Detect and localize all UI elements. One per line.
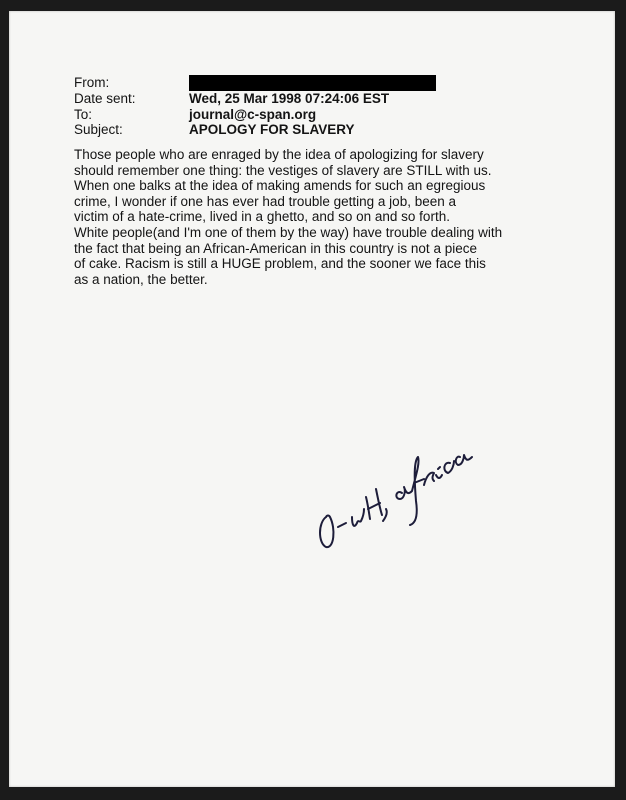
to-row xyxy=(74,107,436,123)
date-row xyxy=(74,91,436,107)
body-line: the fact that being an African-American in this country is not a piece xyxy=(74,240,477,256)
note-stroke-comma xyxy=(383,509,387,521)
body-line: crime, I wonder if one has ever had trouble getting a job, been a xyxy=(74,193,456,209)
body-line: of cake. Racism is still a HUGE problem, and the sooner we face this xyxy=(74,256,486,272)
note-stroke-dash xyxy=(338,523,346,527)
from-label: From: xyxy=(74,75,110,90)
body-line: should remember one thing: the vestiges of slavery are STILL with us. xyxy=(74,162,492,178)
body-line: White people(and I'm one of them by the way) have trouble dealing with xyxy=(74,224,503,240)
note-stroke-h xyxy=(366,489,382,519)
date-label: Date sent: xyxy=(74,91,136,106)
handwritten-annotation xyxy=(300,405,500,555)
body-line: as a nation, the better. xyxy=(74,271,208,287)
subject-row xyxy=(74,122,436,138)
to-label: To: xyxy=(74,106,93,122)
email-body xyxy=(74,147,534,287)
redaction-bar xyxy=(189,75,436,91)
body-line: victim of a hate-crime, lived in a ghetto, and so on and so forth. xyxy=(74,209,450,225)
from-row xyxy=(74,75,436,91)
body-line: Those people who are enraged by the idea of apologizing for slavery xyxy=(74,147,484,162)
date-value: Wed, 25 Mar 1998 07:24:06 EST xyxy=(189,91,390,106)
from-redacted xyxy=(189,75,436,91)
subject-label: Subject: xyxy=(74,122,123,137)
note-stroke-africa xyxy=(396,455,472,525)
subject-value: APOLOGY FOR SLAVERY xyxy=(189,122,355,137)
note-stroke-zero xyxy=(320,516,333,548)
note-stroke-w xyxy=(352,509,364,526)
body-line: When one balks at the idea of making amends for such an egregious xyxy=(74,178,486,194)
to-value: journal@c-span.org xyxy=(189,106,317,122)
email-header xyxy=(74,75,436,138)
